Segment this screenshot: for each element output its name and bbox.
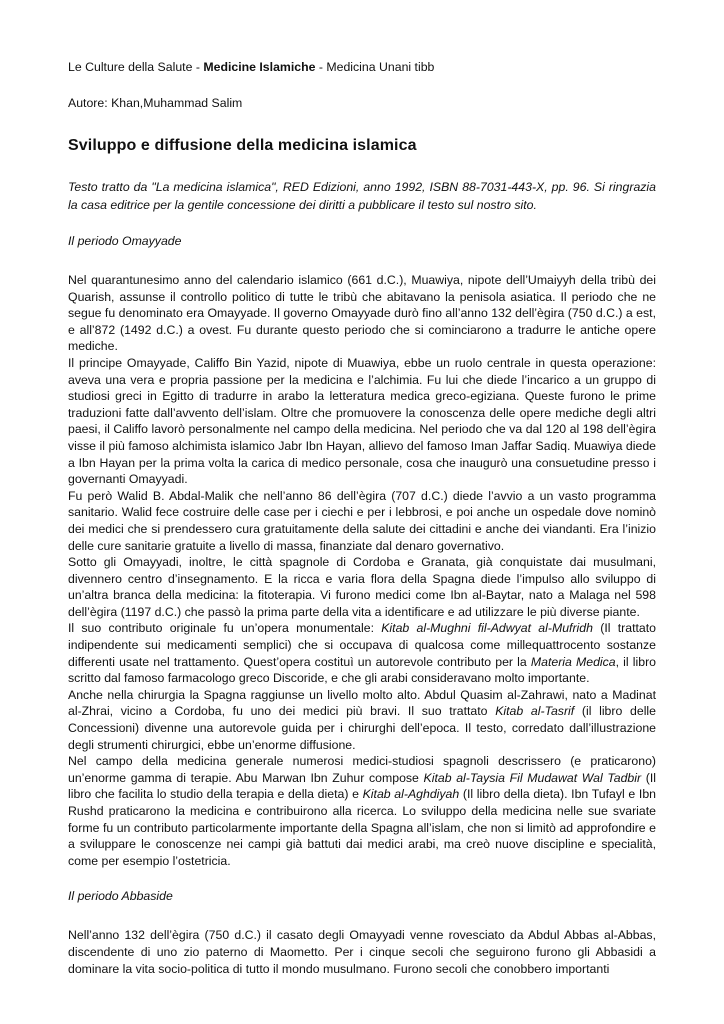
section-body-omayyade bbox=[68, 272, 656, 869]
book-title: Kitab al-Taysia Fil Mudawat Wal Tadbir bbox=[423, 770, 642, 785]
book-title: Kitab al-Mughni fil-Adwyat al-Mufridh bbox=[381, 621, 593, 636]
text-run: (Il libro della dieta). Ibn Tufayl e Ibn Rushd praticarono la medicina e contribuirono alla ricerca. Lo sviluppo della medicina nelle sue svariate forme fu un contributo particolarmente importante della Spagna all’islam, che non si limitò ad approfondire e a sviluppare le conoscenze nei campi già battuti dai medici arabi, ma creò nuove discipline e specialità, come per esempio l’ostetricia. bbox=[68, 787, 657, 868]
section-heading-abbaside: Il periodo Abbaside bbox=[68, 889, 173, 904]
source-note: Testo tratto da "La medicina islamica", RED Edizioni, anno 1992, ISBN 88-7031-443-X, pp. 96. Si ringrazia la casa editrice per la gentile concessione dei diritti a pubblicare il testo sul nostro sito. bbox=[68, 180, 656, 212]
book-title: Kitab al-Aghdiyah bbox=[362, 787, 460, 802]
text-run: (Il trattato indipendente sui medicamenti semplici) che si occupava di qualcosa come millequattrocento sostanze differenti usate nel trattamento. Quest’opera costituì un autorevole contributo per la bbox=[68, 621, 656, 669]
paragraph bbox=[68, 620, 656, 686]
header-prefix: Le Culture della Salute - bbox=[68, 60, 204, 74]
header-bold: Medicine Islamiche bbox=[203, 60, 316, 74]
text-run: Il suo contributo originale fu un’opera monumentale: bbox=[68, 621, 382, 636]
paragraph bbox=[68, 687, 656, 753]
section-heading-omayyade: Il periodo Omayyade bbox=[68, 234, 182, 248]
paragraph: Fu però Walid B. Abdal-Malik che nell’anno 86 dell’ègira (707 d.C.) diede l’avvio a un vasto programma sanitario. Walid fece costruire delle case per i ciechi e per i lebbrosi, e poi anche un ospedale dove nominò dei medici che si prendessero cura gratuitamente della salute dei cittadini e anche dei viandanti. Era l’inizio delle cure sanitarie gratuite a livello di massa, finanziate dal denaro governativo. bbox=[68, 488, 656, 553]
text-run: Nel campo della medicina generale numerosi medici-studiosi spagnoli descrissero (e praticarono) un’enorme gamma di terapie. Abu Marwan Ibn Zuhur compose bbox=[68, 754, 656, 785]
paragraph bbox=[68, 753, 656, 869]
book-title: Materia Medica bbox=[530, 654, 616, 669]
author-line: Autore: Khan,Muhammad Salim bbox=[68, 96, 243, 110]
book-title: Kitab al-Tasrif bbox=[495, 704, 575, 719]
paragraph: Nell’anno 132 dell’ègira (750 d.C.) il casato degli Omayyadi venne rovesciato da Abdul Abbas al-Abbas, discendente di uno zio paterno di Maometto. Per i cinque secoli che seguirono furono gli Abbasidi a dominare la vita socio-politica di tutto il mondo musulmano. Furono secoli che conobbero importanti bbox=[68, 928, 656, 976]
paragraph: Sotto gli Omayyadi, inoltre, le città spagnole di Cordoba e Granata, già conquistate dai musulmani, divennero centro d’insegnamento. E la ricca e varia flora della Spagna diede l’impulso allo sviluppo di un’altra branca della medicina: la fitoterapia. Vi furono medici come Ibn al-Baytar, nato a Malaga nel 598 dell’ègira (1197 d.C.) che passò la prima parte della vita a identificare e ad utilizzare le più diverse piante. bbox=[68, 555, 656, 619]
header-line bbox=[68, 58, 656, 76]
text-run: , il libro scritto dal famoso farmacologo greco Discoride, e che gli arabi consideravano molto importante. bbox=[68, 654, 657, 686]
paragraph: Nel quarantunesimo anno del calendario islamico (661 d.C.), Muawiya, nipote dell’Umaiyyh della tribù dei Quarish, assunse il controllo politico di tutte le tribù che abitavano la penisola asiatica. Il periodo che ne segue fu denominato era Omayyade. Il governo Omayyade durò fino all’anno 132 dell’ègira (750 d.C.) a est, e all’872 (1492 d.C.) a ovest. Fu durante questo periodo che si cominciarono a tradurre le antiche opere mediche. bbox=[68, 273, 656, 354]
text-run: (Il libro che facilita lo studio della terapia e della dieta) e bbox=[68, 770, 656, 802]
page-title: Sviluppo e diffusione della medicina islamica bbox=[68, 137, 417, 154]
paragraph: Il principe Omayyade, Califfo Bin Yazid, nipote di Muawiya, ebbe un ruolo centrale in questa operazione: aveva una vera e propria passione per la medicina e l’alchimia. Fu lui che diede l’incarico a un gruppo di studiosi greci in Egitto di tradurre in arabo la letteratura medica greco-egiziana. Queste furono le prime traduzioni fatte dall’avvento dell’islam. Oltre che promuovere la conoscenza delle opere mediche degli altri paesi, il Califfo lavorò personalmente nel campo della medicina. Nel periodo che va dal 120 al 198 dell’ègira visse il più famoso alchimista islamico Jabr Ibn Hayan, allievo del famoso Iman Jaffar Sadiq. Muawiya diede a Ibn Hayan per la prima volta la carica di medico personale, cosa che inaugurò una consuetudine presso i governanti Omayyadi. bbox=[68, 355, 656, 487]
text-run: Anche nella chirurgia la Spagna raggiunse un livello molto alto. Abdul Quasim al-Zahrawi, nato a Madinat al-Zhrai, vicino a Cordoba, fu uno dei medici più bravi. Il suo trattato bbox=[68, 687, 656, 719]
text-run: (il libro delle Concessioni) divenne una autorevole guida per i chirurghi dell’epoca. Il testo, corredato dall’illustrazione degli strumenti chirurgici, ebbe un’enorme diffusione. bbox=[68, 704, 656, 752]
header-suffix: - Medicina Unani tibb bbox=[315, 60, 435, 74]
